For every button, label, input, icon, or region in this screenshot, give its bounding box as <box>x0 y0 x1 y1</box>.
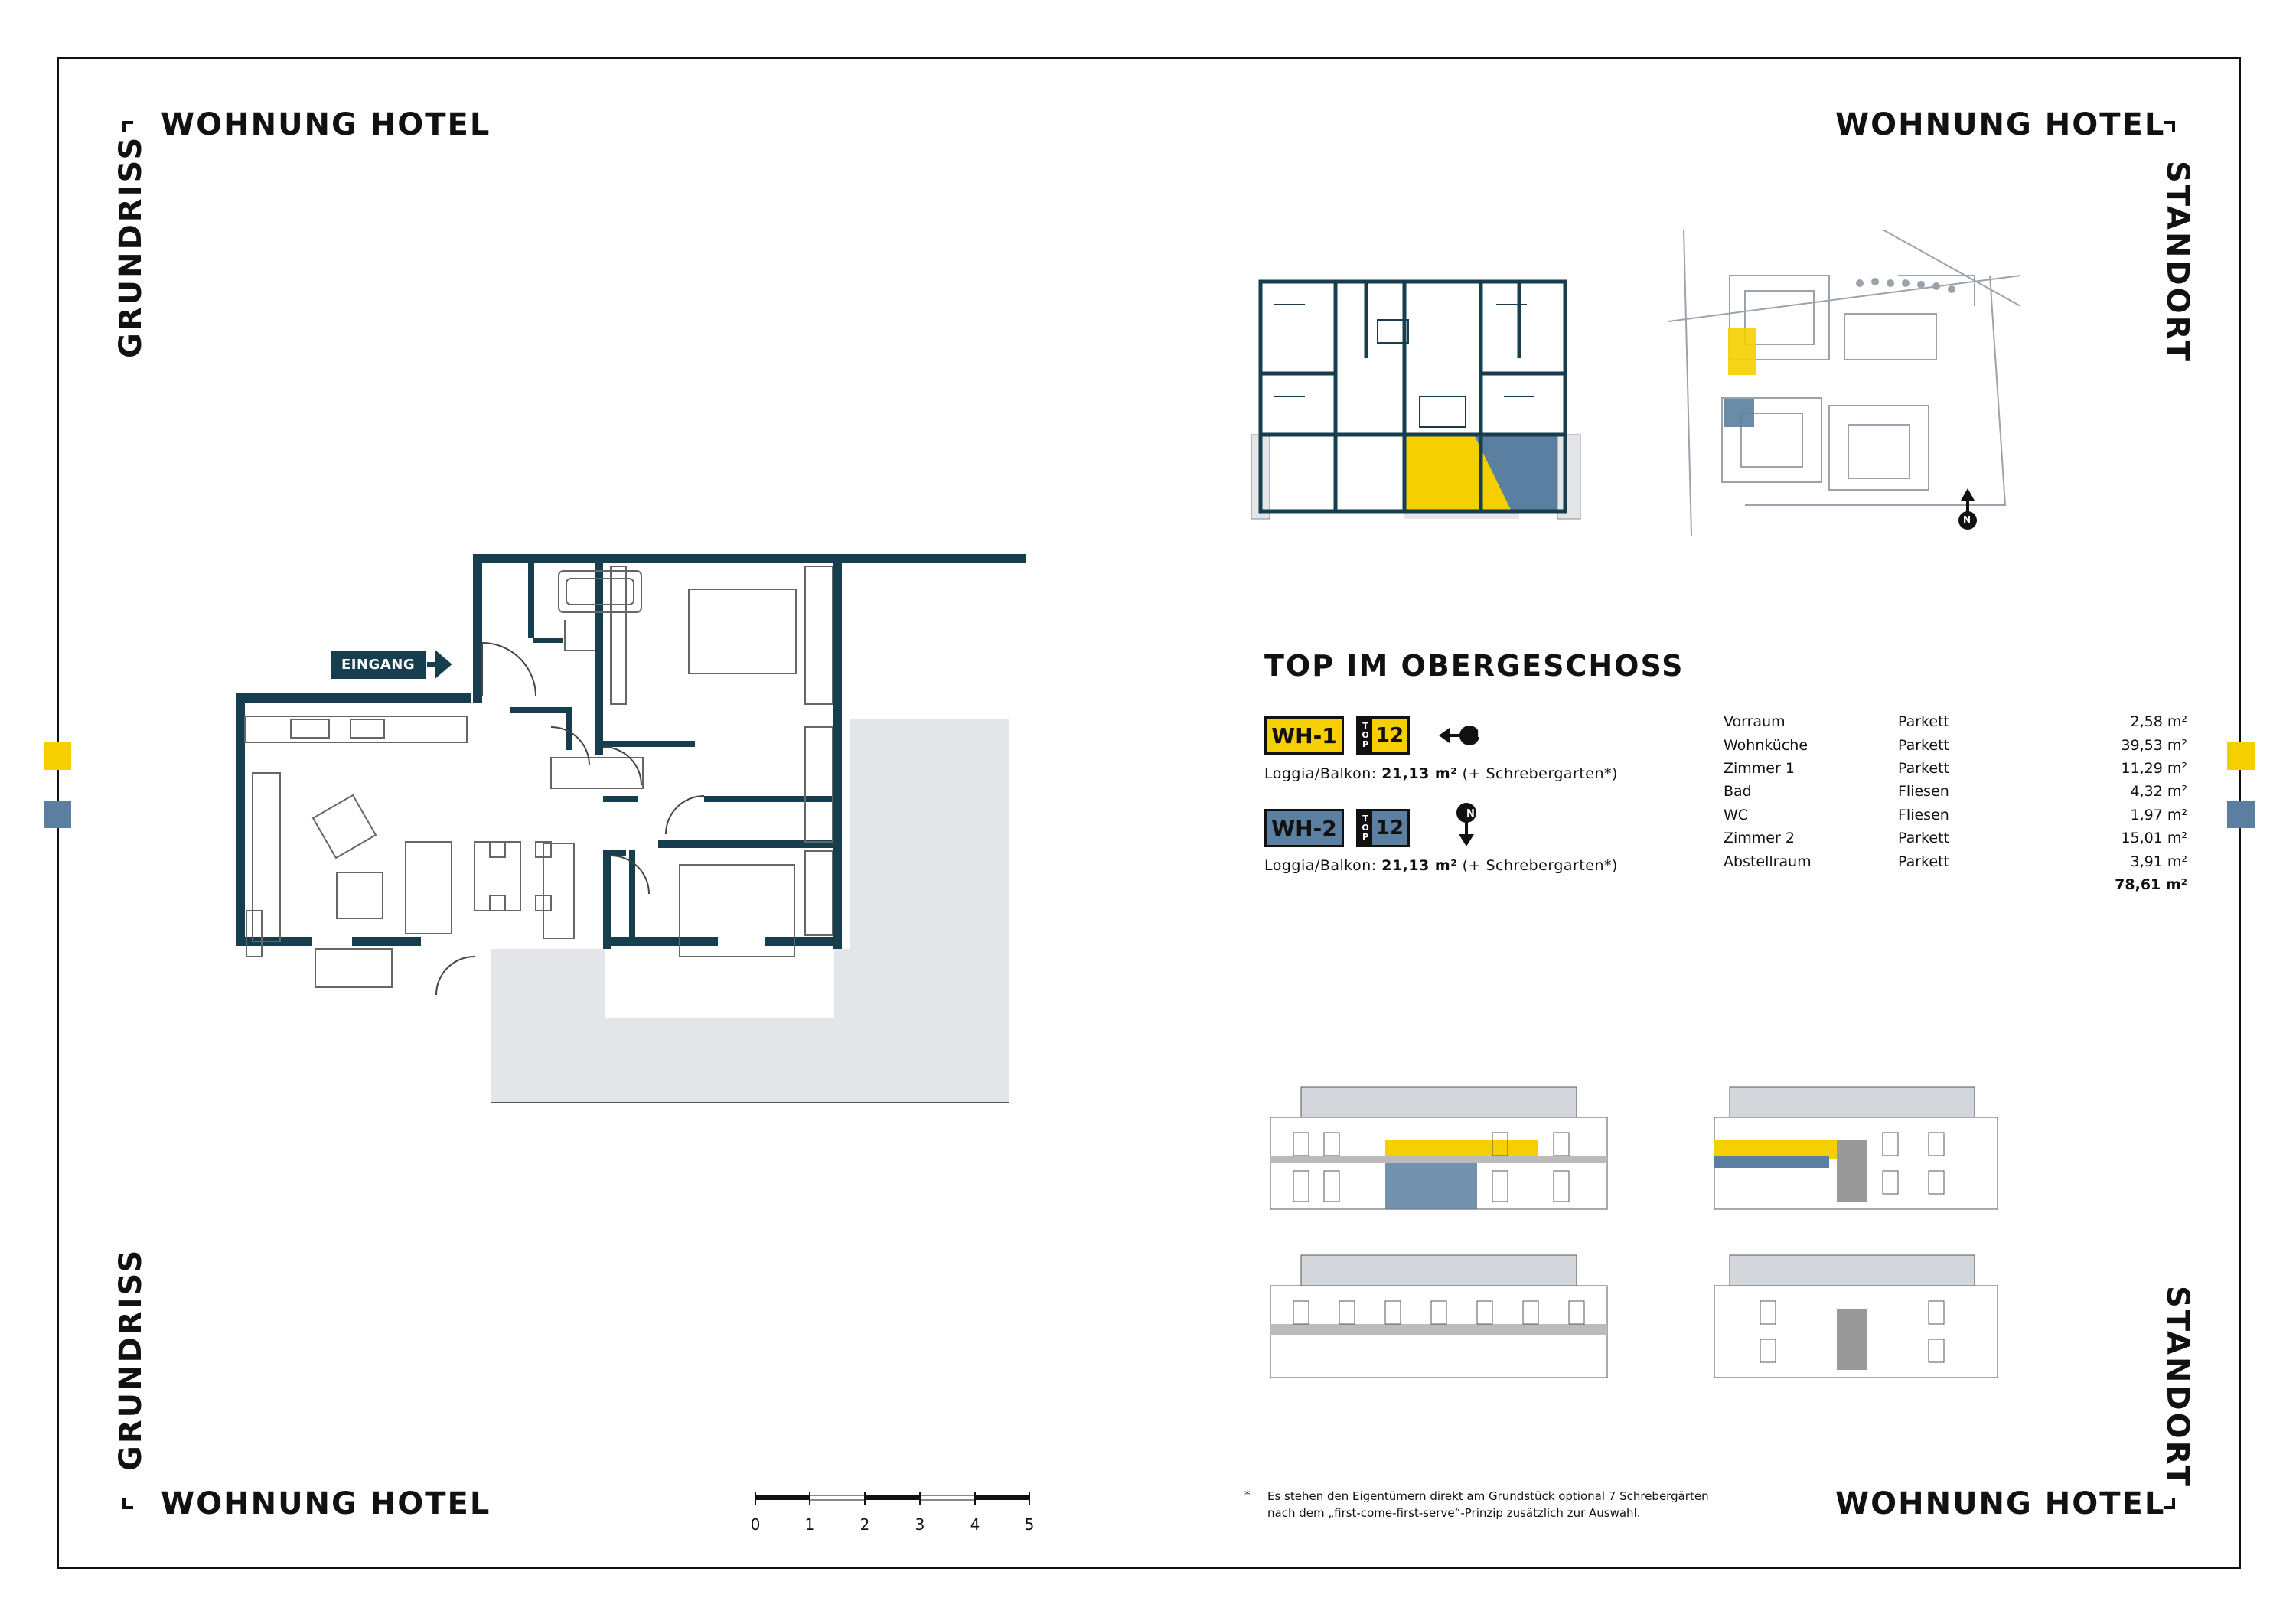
entrance-text: EINGANG <box>331 651 426 679</box>
room-floor: Parkett <box>1898 736 1949 754</box>
top-block-wh1 <box>1356 716 1410 755</box>
room-name: Bad <box>1724 783 1752 801</box>
floor-plan <box>230 543 1026 1110</box>
side-marker-yellow-left <box>44 742 71 770</box>
side-marker-yellow-right <box>2227 742 2255 770</box>
table-row <box>1724 710 2187 733</box>
loggia-suffix: (+ Schrebergarten*) <box>1462 765 1618 782</box>
room-floor: Parkett <box>1898 830 1949 847</box>
scale-label: 2 <box>859 1515 870 1534</box>
footnote <box>1244 1488 1780 1521</box>
loggia-value: 21,13 m² <box>1381 857 1458 874</box>
entrance-label <box>331 649 456 680</box>
title-bottom-right: WOHNUNG HOTEL <box>1835 1486 2166 1521</box>
section-title: TOP IM OBERGESCHOSS <box>1264 649 1684 683</box>
arrow-right-icon <box>426 649 456 680</box>
room-area: 39,53 m² <box>2121 736 2187 754</box>
unit-row-wh2 <box>1264 808 1480 848</box>
vertical-standort-top: STANDORT <box>2160 161 2195 364</box>
compass-west-icon <box>1437 722 1483 749</box>
scale-label: 3 <box>915 1515 925 1534</box>
room-name: WC <box>1724 806 1749 823</box>
loggia-suffix: (+ Schrebergarten*) <box>1462 857 1618 874</box>
side-marker-blue-left <box>44 801 71 828</box>
room-name: Vorraum <box>1724 713 1786 731</box>
scale-label: 5 <box>1024 1515 1035 1534</box>
top-number: 12 <box>1375 724 1404 747</box>
room-name: Wohnküche <box>1724 736 1808 754</box>
north-arrow-icon <box>1956 487 1979 533</box>
room-floor: Parkett <box>1898 853 1949 870</box>
loggia-value: 21,13 m² <box>1381 765 1458 782</box>
elevation-east <box>1668 1079 2020 1217</box>
table-row <box>1724 757 2187 780</box>
room-floor: Fliesen <box>1898 783 1949 801</box>
scale-label: 0 <box>750 1515 761 1534</box>
top-number: 12 <box>1375 817 1404 840</box>
room-area: 4,32 m² <box>2130 783 2187 801</box>
unit-badge-wh2: WH-2 <box>1264 809 1344 847</box>
elevation-west <box>1668 1247 2020 1385</box>
footnote-line-2: nach dem „first-come-first-serve“-Prinzip zusätzlich zur Auswahl. <box>1267 1506 1641 1520</box>
room-table <box>1724 710 2187 896</box>
table-row <box>1724 850 2187 872</box>
corner-tick-tl <box>122 121 133 132</box>
table-row <box>1724 733 2187 756</box>
table-row <box>1724 780 2187 803</box>
scale-bar-graphic <box>755 1492 1038 1508</box>
corner-tick-bl <box>122 1498 133 1509</box>
unit-badge-wh1: WH-1 <box>1264 716 1344 755</box>
corner-tick-br <box>2164 1498 2175 1509</box>
total-area: 78,61 m² <box>2115 876 2187 893</box>
top-label: T O P <box>1358 811 1372 845</box>
scale-bar <box>750 1492 1038 1538</box>
room-area: 3,91 m² <box>2130 853 2187 870</box>
room-name: Zimmer 1 <box>1724 759 1795 777</box>
room-floor: Parkett <box>1898 759 1949 777</box>
loggia-prefix: Loggia/Balkon: <box>1264 765 1377 782</box>
footnote-marker: * <box>1244 1488 1251 1502</box>
top-label: T O P <box>1358 719 1372 752</box>
corner-tick-tr <box>2164 121 2175 132</box>
key-plan <box>1251 259 1588 527</box>
compass-label-wh2: N <box>1466 808 1475 820</box>
room-floor: Fliesen <box>1898 806 1949 823</box>
room-name: Zimmer 2 <box>1724 830 1795 847</box>
north-label: N <box>1963 514 1971 525</box>
loggia-prefix: Loggia/Balkon: <box>1264 857 1377 874</box>
table-row <box>1724 804 2187 827</box>
loggia-wh2 <box>1264 857 1618 874</box>
vertical-standort-bottom: STANDORT <box>2160 1286 2195 1489</box>
room-area: 15,01 m² <box>2121 830 2187 847</box>
room-area: 2,58 m² <box>2130 713 2187 731</box>
room-area: 1,97 m² <box>2130 806 2187 823</box>
side-marker-blue-right <box>2227 801 2255 828</box>
elevation-north <box>1263 1247 1615 1385</box>
top-block-wh2 <box>1356 809 1410 847</box>
room-name: Abstellraum <box>1724 853 1812 870</box>
elevation-south <box>1263 1079 1615 1217</box>
scale-label: 4 <box>970 1515 980 1534</box>
room-floor: Parkett <box>1898 713 1949 731</box>
loggia-wh1 <box>1264 765 1618 782</box>
scale-label: 1 <box>804 1515 815 1534</box>
compass-label-wh1: N <box>1477 729 1486 740</box>
room-area: 11,29 m² <box>2121 759 2187 777</box>
vertical-grundriss-top: GRUNDRISS <box>113 135 148 358</box>
title-top-left: WOHNUNG HOTEL <box>161 107 491 142</box>
table-row <box>1724 827 2187 850</box>
title-top-right: WOHNUNG HOTEL <box>1835 107 2166 142</box>
unit-row-wh1 <box>1264 716 1483 755</box>
vertical-grundriss-bottom: GRUNDRISS <box>113 1247 148 1471</box>
footnote-line-1: Es stehen den Eigentümern direkt am Grundstück optional 7 Schrebergärten <box>1267 1489 1709 1503</box>
title-bottom-left: WOHNUNG HOTEL <box>161 1486 491 1521</box>
